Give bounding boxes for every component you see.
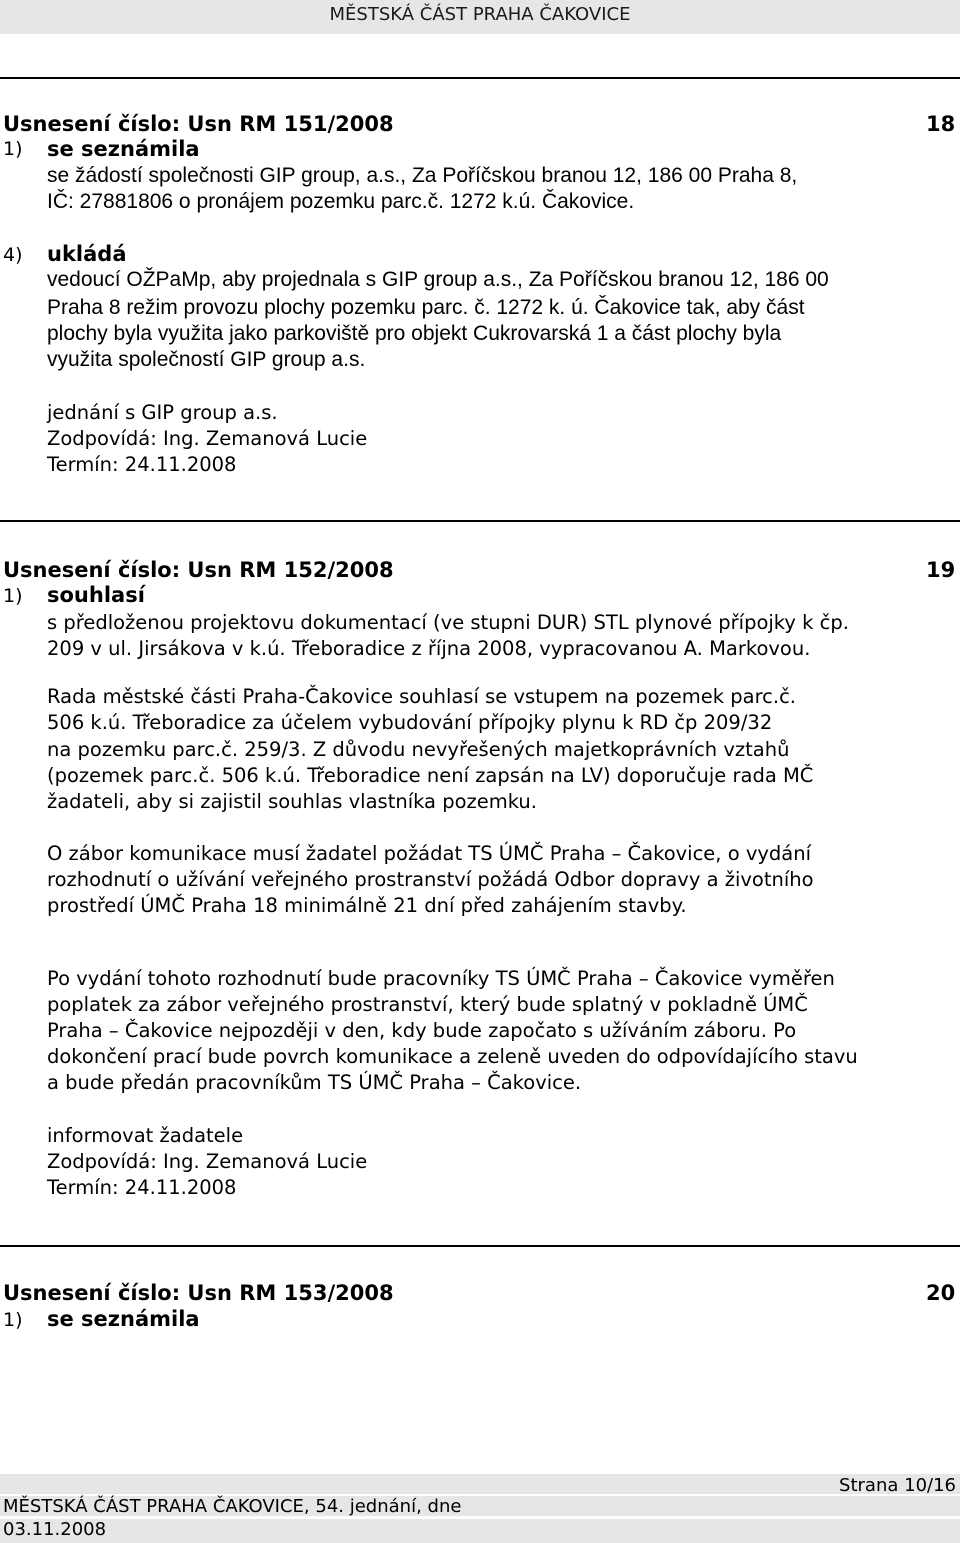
paragraph-line: rozhodnutí o užívání veřejného prostranství požádá Odbor dopravy a životního: [47, 868, 814, 891]
resolution-title: Usnesení číslo: Usn RM 152/2008: [3, 558, 394, 582]
item-number: 1): [3, 585, 23, 607]
paragraph-line: s předloženou projektovu dokumentací (ve stupni DUR) STL plynové přípojky k čp.: [47, 611, 849, 634]
item-number: 1): [3, 1309, 23, 1331]
footer-bar: [0, 1474, 960, 1494]
paragraph-line: žadateli, aby si zajistil souhlas vlastníka pozemku.: [47, 790, 537, 813]
deadline-text: Termín: 24.11.2008: [47, 453, 237, 476]
item-verb: se seznámila: [47, 1307, 200, 1331]
page-number: Strana 10/16: [839, 1475, 956, 1496]
paragraph-line: na pozemku parc.č. 259/3. Z důvodu nevyřešených majetkoprávních vztahů: [47, 738, 790, 761]
item-verb: se seznámila: [47, 137, 200, 161]
header-divider: [0, 77, 960, 79]
item-text-line: Praha 8 režim provozu plochy pozemku parc. č. 1272 k. ú. Čakovice tak, aby část: [47, 296, 805, 319]
section-divider: [0, 1245, 960, 1247]
item-text-line: plochy byla využita jako parkoviště pro objekt Cukrovarská 1 a část plochy byla: [47, 322, 782, 345]
item-verb: ukládá: [47, 242, 127, 266]
paragraph-line: 506 k.ú. Třeboradice za účelem vybudování přípojky plynu k RD čp 209/32: [47, 711, 773, 734]
resolution-number: 19: [926, 558, 956, 582]
task-text: informovat žadatele: [47, 1124, 244, 1147]
paragraph-line: (pozemek parc.č. 506 k.ú. Třeboradice není zapsán na LV) doporučuje rada MČ: [47, 764, 814, 787]
item-text-line: vedoucí OŽPaMp, aby projednala s GIP group a.s., Za Poříčskou branou 12, 186 00: [47, 268, 829, 291]
responsible-text: Zodpovídá: Ing. Zemanová Lucie: [47, 1150, 368, 1173]
paragraph-line: Praha – Čakovice nejpozději v den, kdy bude započato s užíváním záboru. Po: [47, 1019, 797, 1042]
paragraph-line: a bude předán pracovníkům TS ÚMČ Praha – Čakovice.: [47, 1071, 582, 1094]
task-text: jednání s GIP group a.s.: [47, 401, 278, 424]
deadline-text: Termín: 24.11.2008: [47, 1176, 237, 1199]
resolution-number: 20: [926, 1281, 956, 1305]
item-text-line: se žádostí společnosti GIP group, a.s., Za Poříčskou branou 12, 186 00 Praha 8,: [47, 164, 798, 187]
paragraph-line: prostředí ÚMČ Praha 18 minimálně 21 dní před zahájením stavby.: [47, 894, 687, 917]
item-number: 4): [3, 244, 23, 266]
item-verb: souhlasí: [47, 583, 145, 607]
paragraph-line: Rada městské části Praha-Čakovice souhlasí se vstupem na pozemek parc.č.: [47, 685, 796, 708]
item-text-line: využita společností GIP group a.s.: [47, 348, 366, 371]
footer-date: 03.11.2008: [3, 1519, 107, 1540]
footer-text: MĚSTSKÁ ČÁST PRAHA ČAKOVICE, 54. jednání, dne: [3, 1496, 462, 1517]
footer-bar: [0, 1519, 960, 1543]
paragraph-line: O zábor komunikace musí žadatel požádat TS ÚMČ Praha – Čakovice, o vydání: [47, 842, 812, 865]
item-text-line: IČ: 27881806 o pronájem pozemku parc.č. 1272 k.ú. Čakovice.: [47, 190, 635, 213]
item-number: 1): [3, 138, 23, 160]
resolution-number: 18: [926, 112, 956, 136]
paragraph-line: dokončení prací bude povrch komunikace a zeleně uveden do odpovídajícího stavu: [47, 1045, 858, 1068]
paragraph-line: 209 v ul. Jirsákova v k.ú. Třeboradice z října 2008, vypracovanou A. Markovou.: [47, 637, 811, 660]
resolution-title: Usnesení číslo: Usn RM 153/2008: [3, 1281, 394, 1305]
paragraph-line: Po vydání tohoto rozhodnutí bude pracovníky TS ÚMČ Praha – Čakovice vyměřen: [47, 967, 835, 990]
resolution-title: Usnesení číslo: Usn RM 151/2008: [3, 112, 394, 136]
page-header-title: MĚSTSKÁ ČÁST PRAHA ČAKOVICE: [329, 4, 631, 25]
responsible-text: Zodpovídá: Ing. Zemanová Lucie: [47, 427, 368, 450]
section-divider: [0, 520, 960, 522]
paragraph-line: poplatek za zábor veřejného prostranství, který bude splatný v pokladně ÚMČ: [47, 993, 808, 1016]
